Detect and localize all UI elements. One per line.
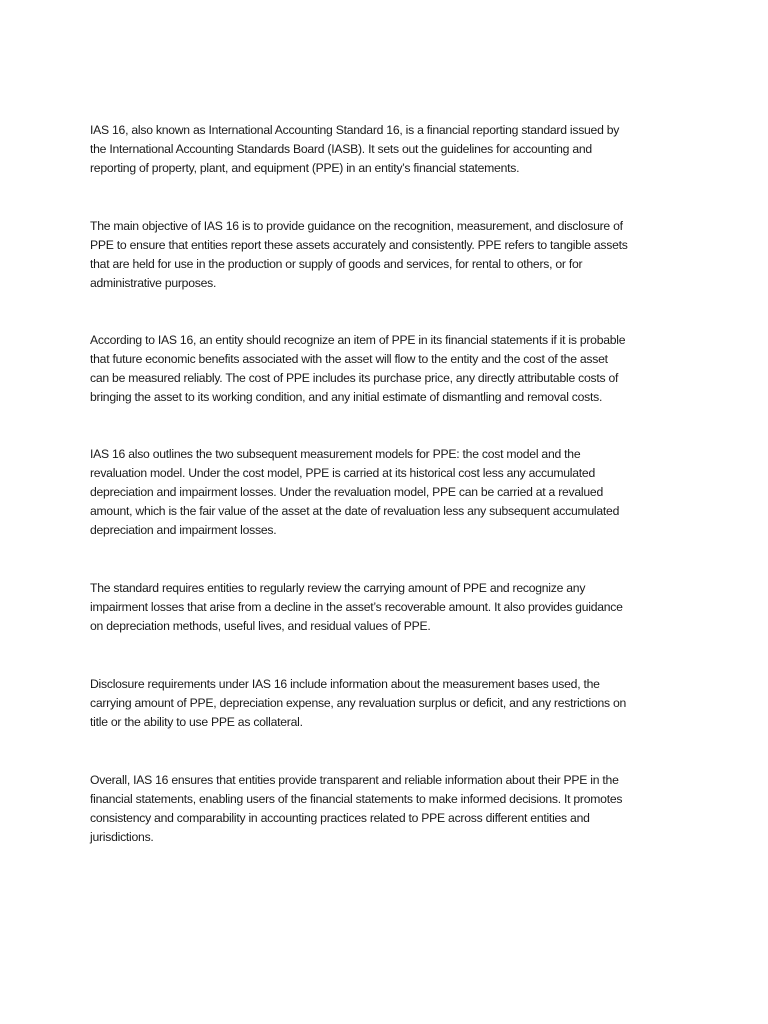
paragraph-disclosure [90,675,690,732]
paragraph-measurement-models [90,445,690,540]
text-line: the International Accounting Standards Board (IASB). It sets out the guidelines for accounting and [90,142,592,156]
text-line: amount, which is the fair value of the asset at the date of revaluation less any subsequent accumulated [90,504,620,518]
paragraph-impairment [90,579,690,636]
text-line: that are held for use in the production or supply of goods and services, for rental to others, or for [90,257,583,271]
text-line: administrative purposes. [90,276,217,290]
text-line: PPE to ensure that entities report these assets accurately and consistently. PPE refers to tangible assets [90,238,628,252]
text-line: IAS 16, also known as International Accounting Standard 16, is a financial reporting standard issued by [90,123,620,137]
text-line: According to IAS 16, an entity should recognize an item of PPE in its financial statements if it is probable [90,333,626,347]
text-line: consistency and comparability in accounting practices related to PPE across different entities and [90,811,590,825]
text-line: financial statements, enabling users of the financial statements to make informed decisions. It promotes [90,792,623,806]
text-line: IAS 16 also outlines the two subsequent measurement models for PPE: the cost model and the [90,447,581,461]
text-line: depreciation and impairment losses. Under the revaluation model, PPE can be carried at a revalued [90,485,603,499]
text-line: Overall, IAS 16 ensures that entities provide transparent and reliable information about their PPE in the [90,773,619,787]
text-line: can be measured reliably. The cost of PPE includes its purchase price, any directly attributable costs of [90,371,619,385]
text-line: carrying amount of PPE, depreciation expense, any revaluation surplus or deficit, and any restrictions on [90,696,627,710]
text-line: Disclosure requirements under IAS 16 include information about the measurement bases used, the [90,677,600,691]
text-line: that future economic benefits associated with the asset will flow to the entity and the cost of the asset [90,352,608,366]
text-line: on depreciation methods, useful lives, and residual values of PPE. [90,619,431,633]
text-line: impairment losses that arise from a decline in the asset’s recoverable amount. It also provides guidance [90,600,623,614]
text-line: title or the ability to use PPE as collateral. [90,715,303,729]
paragraph-conclusion [90,771,690,847]
text-line: jurisdictions. [90,830,154,844]
text-line: revaluation model. Under the cost model, PPE is carried at its historical cost less any accumulated [90,466,595,480]
text-line: The main objective of IAS 16 is to provide guidance on the recognition, measurement, and disclosure of [90,219,623,233]
text-line: reporting of property, plant, and equipment (PPE) in an entity’s financial statements. [90,161,520,175]
paragraph-recognition [90,331,690,407]
paragraph-introduction [90,121,690,178]
text-line: depreciation and impairment losses. [90,523,277,537]
paragraph-objective [90,217,690,293]
text-line: The standard requires entities to regularly review the carrying amount of PPE and recognize any [90,581,586,595]
text-line: bringing the asset to its working condition, and any initial estimate of dismantling and removal costs. [90,390,603,404]
